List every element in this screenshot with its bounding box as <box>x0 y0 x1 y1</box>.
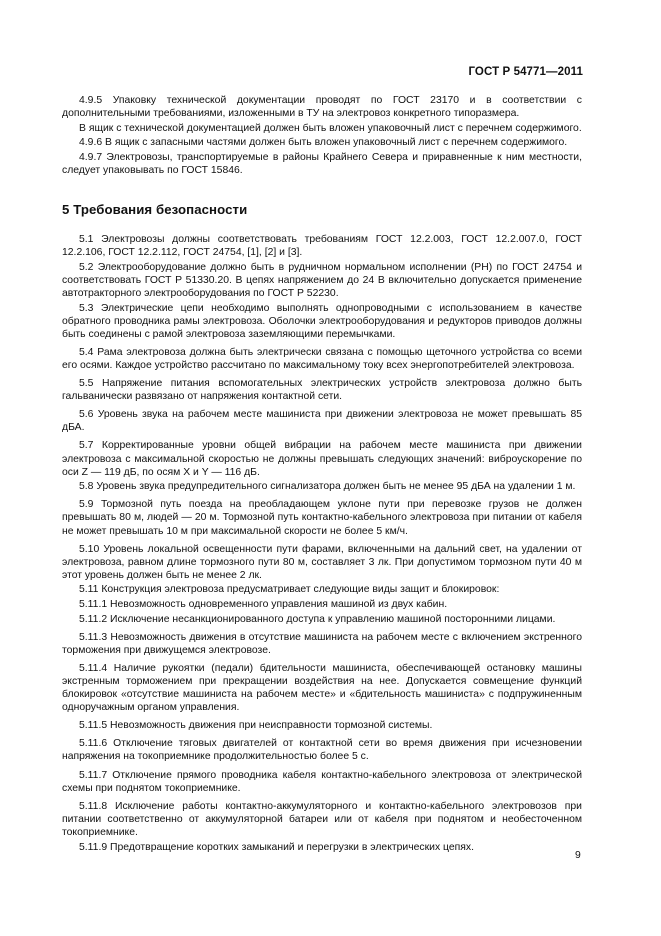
paragraph-5-11: 5.11 Конструкция электровоза предусматривает следующие виды защит и блокировок: <box>79 584 500 596</box>
paragraph-5-4: 5.4 Рама электровоза должна быть электрически связана с помощью щеточного устройства со всеми его осями. Каждое устройство рассчитано по максимальному току всех энергопотребителей электровоза. <box>62 346 582 371</box>
paragraph-5-11-3: 5.11.3 Невозможность движения в отсутствие машиниста на рабочем месте с включением экстренного торможения при движущемся электровозе. <box>62 631 582 656</box>
paragraph-5-2: 5.2 Электрооборудование должно быть в рудничном нормальном исполнении (PH) по ГОСТ 24754 и соответствовать ГОСТ Р 51330.20. В цепях напряжением до 24 В включительно допускается применение автотракторного электрооборудования по ГОСТ Р 52230. <box>62 261 582 300</box>
paragraph-5-1: 5.1 Электровозы должны соответствовать требованиям ГОСТ 12.2.003, ГОСТ 12.2.007.0, ГОСТ 12.2.106, ГОСТ 12.2.112, ГОСТ 24754, [1], [2] и [3]. <box>62 234 582 259</box>
paragraph-4-9-7: 4.9.7 Электровозы, транспортируемые в районы Крайнего Севера и приравненные к ним местности, следует упаковывать по ГОСТ 15846. <box>62 151 582 176</box>
paragraph-5-11-9: 5.11.9 Предотвращение коротких замыканий и перегрузки в электрических цепях. <box>79 841 474 853</box>
paragraph-5-6: 5.6 Уровень звука на рабочем месте машиниста при движении электровоза не может превышать 85 дБА. <box>62 409 582 434</box>
paragraph-5-11-8: 5.11.8 Исключение работы контактно-аккумуляторного и контактно-кабельного электровозов при питании соответственно от аккумуляторной батареи или от кабеля при поднятом и необесточенном токоприемнике. <box>62 800 582 838</box>
document-body <box>62 94 582 855</box>
paragraph-5-11-6: 5.11.6 Отключение тяговых двигателей от контактной сети во время движения при исчезновении напряжения на токоприемнике продолжительностью более 5 с. <box>62 738 582 763</box>
paragraph-5-5: 5.5 Напряжение питания вспомогательных электрических устройств электровоза должно быть гальванически развязано от напряжения контактной сети. <box>62 378 582 403</box>
paragraph-5-11-4: 5.11.4 Наличие рукоятки (педали) бдительности машиниста, обеспечивающей остановку машины экстренным торможением при прекращении воздействия на нее. Допускается совмещение функций блокировок «отсутствие машиниста на рабочем месте» и «бдительность машиниста» с подпружиненным одноручажным органом управления. <box>62 662 582 714</box>
paragraph-packing-list: В ящик с технической документацией должен быть вложен упаковочный лист с перечнем содержимого. <box>79 122 582 134</box>
document-header: ГОСТ Р 54771—2011 <box>468 66 583 78</box>
paragraph-5-8: 5.8 Уровень звука предупредительного сигнализатора должен быть не менее 95 дБА на удалении 1 м. <box>79 481 576 493</box>
page-number: 9 <box>575 850 581 861</box>
paragraph-5-9: 5.9 Тормозной путь поезда на преобладающем уклоне пути при перевозке грузов не должен превышать 80 м, людей — 20 м. Тормозной путь контактно-кабельного электровоза при питании от кабеля не может превышать 10 м при максимальной скорости не более 5 км/ч. <box>62 499 582 537</box>
paragraph-5-7: 5.7 Корректированные уровни общей вибрации на рабочем месте машиниста при движении электровоза с максимальной скоростью не должны превышать следующих значений: виброускорение по оси Z — 119 дБ, по осям X и Y — 116 дБ. <box>62 440 582 478</box>
paragraph-5-11-1: 5.11.1 Невозможность одновременного управления машиной из двух кабин. <box>79 599 448 610</box>
paragraph-5-11-2: 5.11.2 Исключение несанкционированного доступа к управлению машиной посторонними лицами. <box>79 613 556 625</box>
paragraph-4-9-6: 4.9.6 В ящик с запасными частями должен быть вложен упаковочный лист с перечнем содержимого. <box>79 137 568 149</box>
paragraph-5-3: 5.3 Электрические цепи необходимо выполнять однопроводными с использованием в качестве обратного проводника рамы электровоза. Оболочки электрооборудования и редукторов приводов должны быть соединены с рамой электровоза заземляющими перемычками. <box>62 302 582 340</box>
paragraph-5-10: 5.10 Уровень локальной освещенности пути фарами, включенными на дальний свет, на удалении от электровоза, равном длине тормозного пути 80 м, составляет 3 лк. При допустимом тормозном пути 40 м этот уровень должен быть не менее 2 лк. <box>62 543 582 581</box>
section-title: 5 Требования безопасности <box>62 202 248 218</box>
paragraph-4-9-5: 4.9.5 Упаковку технической документации проводят по ГОСТ 23170 и в соответствии с дополнительными требованиями, изложенными в ТУ на электровоз конкретного типоразмера. <box>62 95 582 120</box>
paragraph-5-11-7: 5.11.7 Отключение прямого проводника кабеля контактно-кабельного электровоза от электрической схемы при поднятом токоприемнике. <box>62 769 582 794</box>
paragraph-5-11-5: 5.11.5 Невозможность движения при неисправности тормозной системы. <box>79 720 433 732</box>
